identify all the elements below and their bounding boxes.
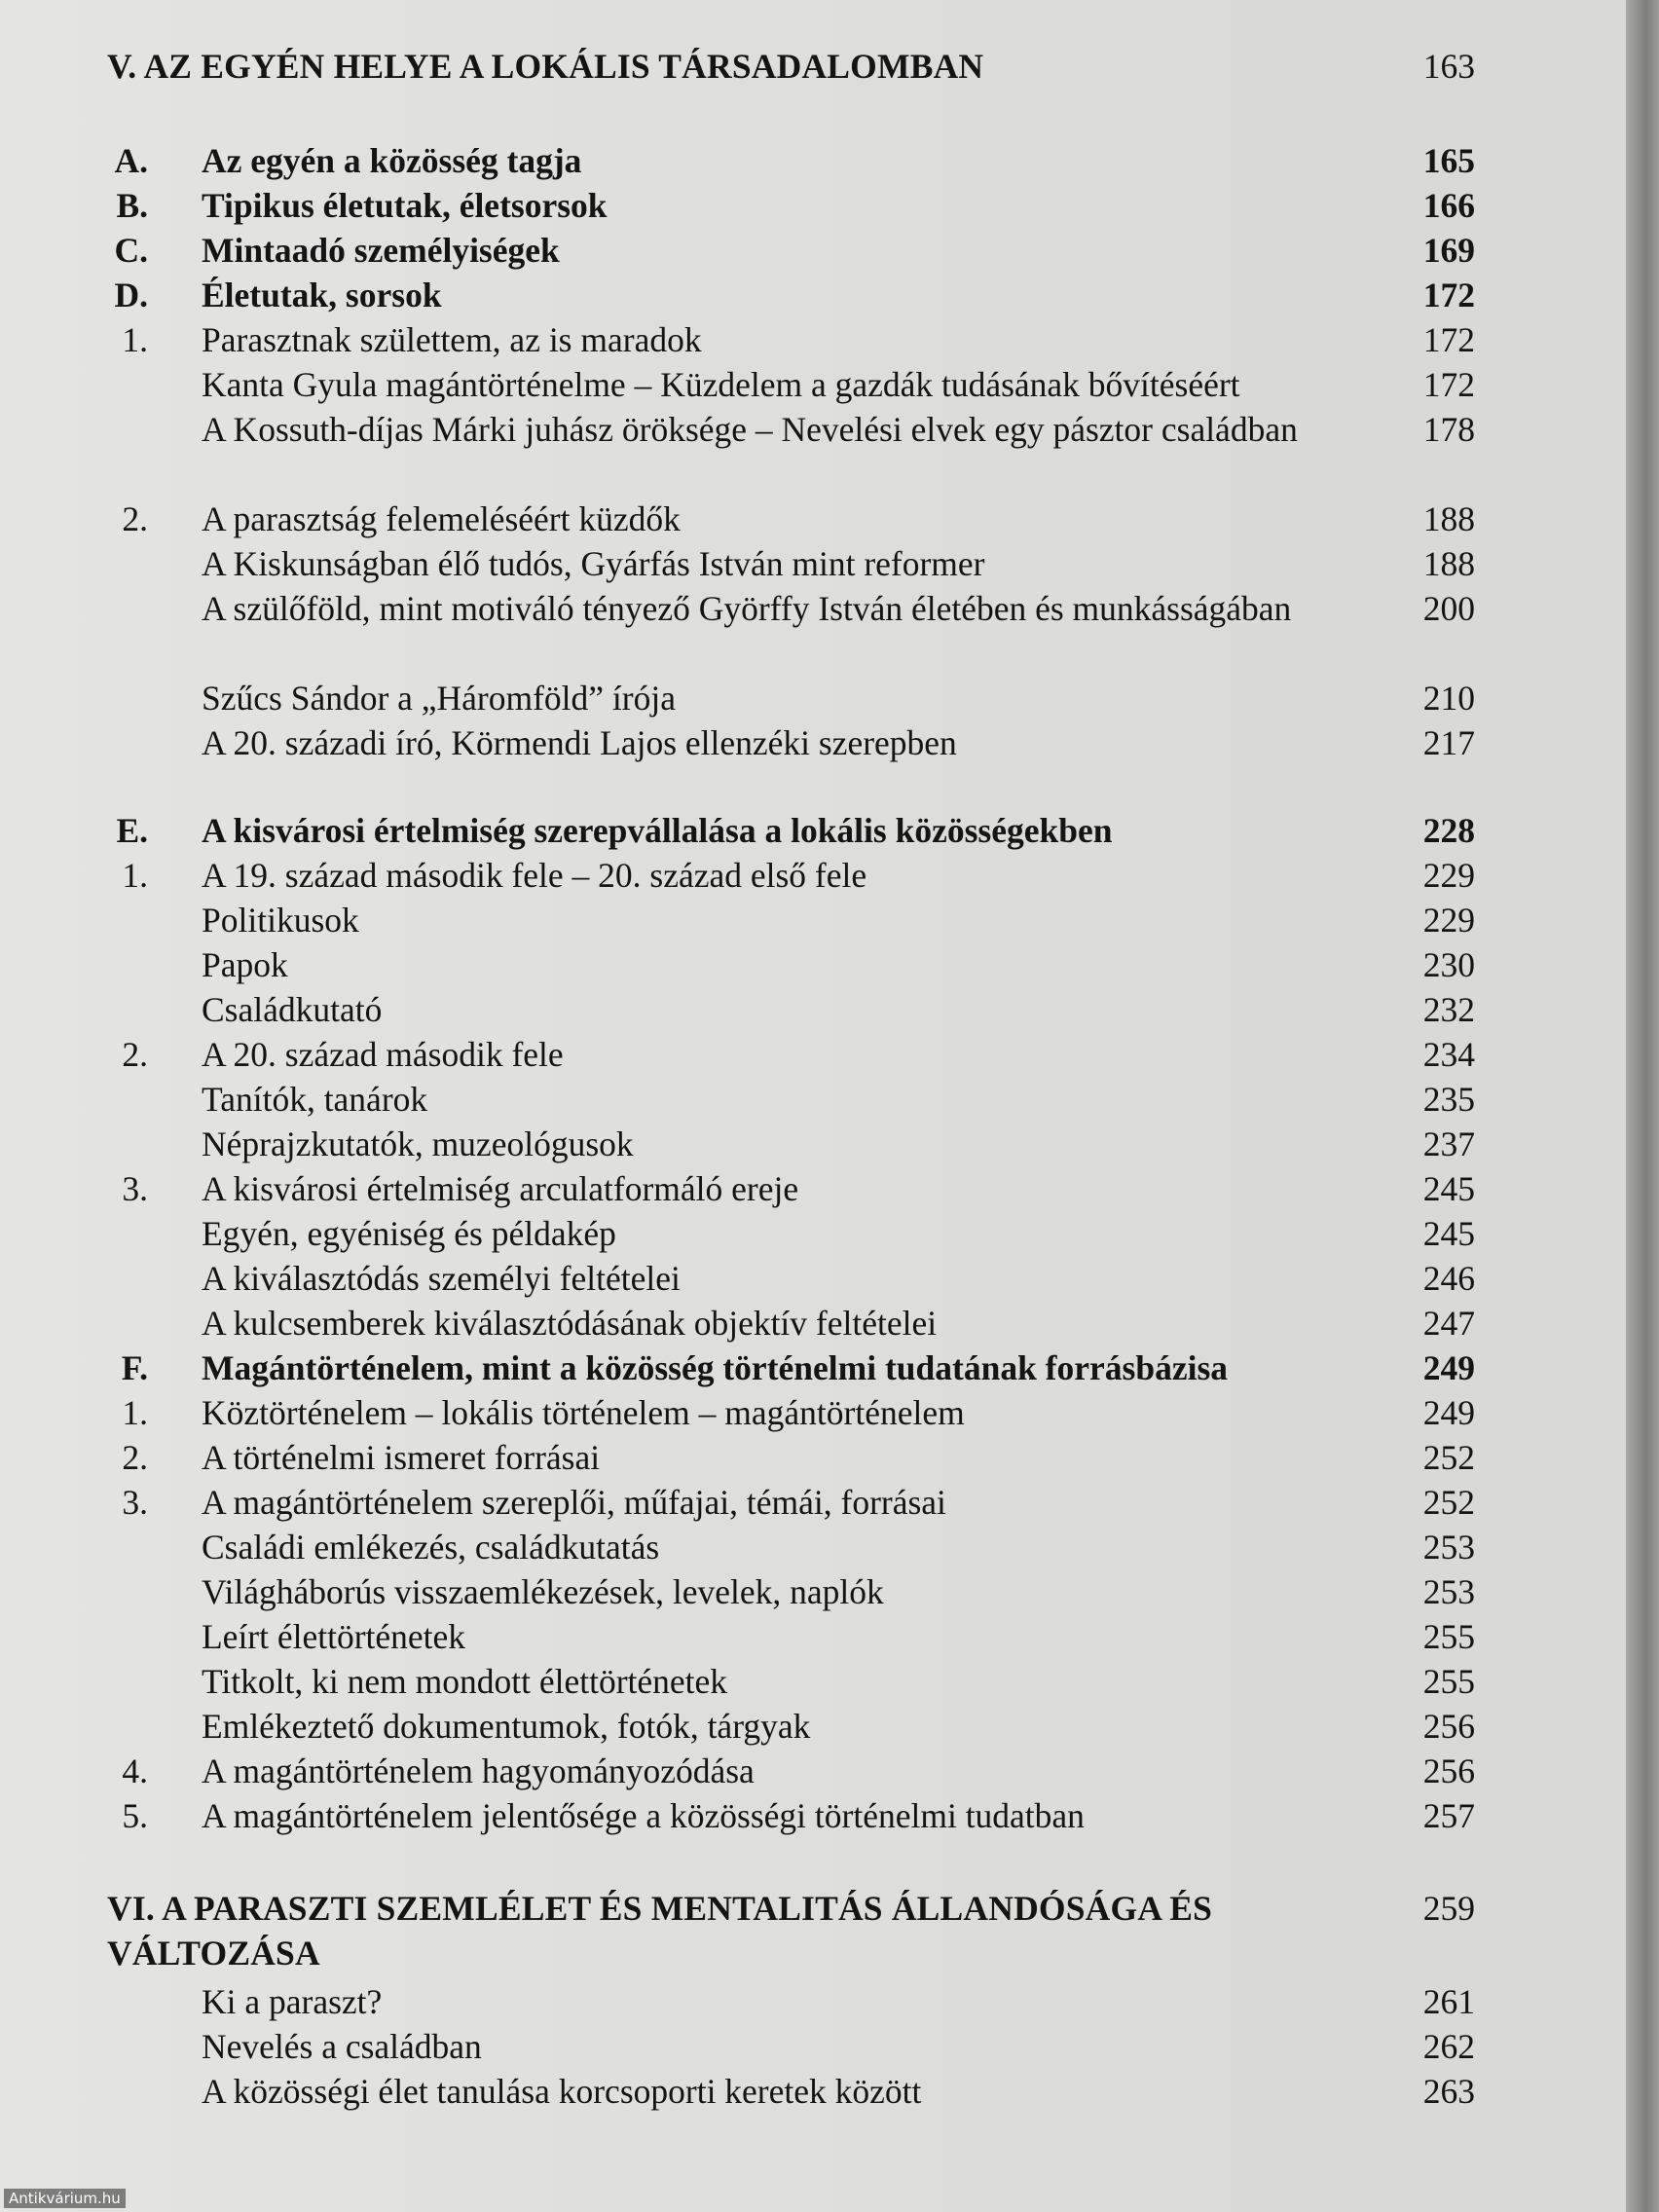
toc-entry-title: A 20. századi író, Körmendi Lajos ellenzéki szerepben (202, 723, 957, 762)
toc-entry-title: A 20. század második fele (202, 1035, 564, 1074)
toc-entry (107, 1704, 1475, 1749)
toc-entry-title: Családkutató (202, 990, 383, 1029)
toc-entry (107, 1435, 1475, 1480)
toc-entry-title: A magántörténelem szereplői, műfajai, témái, forrásai (202, 1483, 946, 1522)
toc-entry-title: A kisvárosi értelmiség szerepvállalása a lokális közösségekben (202, 811, 1113, 850)
toc-entry (107, 138, 1475, 183)
watermark: Antikvárium.hu (4, 2189, 126, 2208)
toc-entry-title: A magántörténelem hagyományozódása (202, 1751, 755, 1790)
toc-entry-page-number: 245 (1422, 1214, 1475, 1253)
toc-entry (107, 898, 1475, 942)
toc-entry-page-number: 252 (1422, 1438, 1475, 1477)
toc-entry-page-number: 228 (1422, 811, 1475, 850)
toc-entry-marker: 2. (122, 1035, 148, 1074)
toc-entry-page-number: 253 (1422, 1572, 1475, 1611)
toc-entry (107, 273, 1475, 317)
toc-entry (107, 1979, 1475, 2024)
toc-entry (107, 1211, 1475, 1256)
toc-entry (107, 1256, 1475, 1301)
toc-entry-page-number: 259 (1422, 1889, 1475, 1928)
toc-entry-page-number: 255 (1422, 1662, 1475, 1701)
toc-entry-title: Magántörténelem, mint a közösség történelmi tudatának forrásbázisa (202, 1348, 1229, 1387)
toc-entry-title: Leírt élettörténetek (202, 1617, 466, 1656)
toc-entry-page-number: 256 (1422, 1707, 1475, 1746)
toc-entry-page-number: 210 (1422, 679, 1475, 718)
toc-entry-page-number: 249 (1422, 1348, 1475, 1387)
toc-entry-title: Ki a paraszt? (202, 1982, 383, 2021)
toc-entry-title: Kanta Gyula magántörténelme – Küzdelem a gazdák tudásának bővítéséért (202, 365, 1240, 404)
toc-entry-page-number: 165 (1422, 141, 1475, 180)
toc-entry-marker: C. (114, 231, 148, 270)
toc-entry-title: A magántörténelem jelentősége a közösségi történelmi tudatban (202, 1796, 1085, 1835)
toc-entry (107, 183, 1475, 228)
toc-entry-page-number: 235 (1422, 1080, 1475, 1119)
toc-entry (107, 1346, 1475, 1390)
toc-entry-marker: D. (114, 276, 148, 314)
toc-entry-title: Mintaadó személyiségek (202, 231, 560, 270)
toc-entry (107, 2069, 1475, 2114)
chapter-title: A PARASZTI SZEMLÉLET ÉS MENTALITÁS ÁLLANDÓSÁGA ÉS VÁLTOZÁSA (107, 1889, 1213, 1972)
toc-entry-title: Politikusok (202, 901, 359, 940)
toc-entry (107, 853, 1475, 898)
toc-entry-marker: 5. (122, 1796, 148, 1835)
toc-entry-title: A kulcsemberek kiválasztódásának objektív feltételei (202, 1304, 938, 1343)
toc-entry-page-number: 172 (1422, 276, 1475, 314)
toc-entry (107, 317, 1475, 362)
toc-entry (107, 362, 1475, 407)
toc-entry (107, 1077, 1475, 1122)
toc-entry-title: A szülőföld, mint motiváló tényező Györffy István életében és munkásságában (202, 589, 1292, 628)
toc-entry-page-number: 252 (1422, 1483, 1475, 1522)
toc-entry-title: Családi emlékezés, családkutatás (202, 1528, 660, 1567)
toc-entry-page-number: 245 (1422, 1169, 1475, 1208)
toc-entry (107, 1480, 1475, 1525)
toc-entry-title: A 19. század második fele – 20. század első fele (202, 856, 867, 895)
toc-entry-page-number: 172 (1422, 320, 1475, 359)
toc-entry (107, 1122, 1475, 1166)
toc-entry-page-number: 188 (1422, 499, 1475, 538)
toc-entry (107, 1166, 1475, 1211)
toc-entry-page-number: 253 (1422, 1528, 1475, 1567)
toc-entry-marker: B. (116, 186, 148, 225)
toc-entry-page-number: 249 (1422, 1393, 1475, 1432)
toc-entry (107, 1886, 1475, 1975)
toc-entry-title: Emlékeztető dokumentumok, fotók, tárgyak (202, 1707, 811, 1746)
toc-entry-title: A közösségi élet tanulása korcsoporti keretek között (202, 2072, 922, 2111)
toc-entry-marker: F. (121, 1348, 148, 1387)
toc-entry-title: A Kossuth-díjas Márki juhász öröksége – Nevelési elvek egy pásztor családban (202, 410, 1298, 449)
toc-entry (107, 541, 1475, 586)
toc-entry (107, 1659, 1475, 1704)
toc-entry-title: A Kiskunságban élő tudós, Gyárfás István mint reformer (202, 544, 985, 583)
toc-entry-page-number: 200 (1422, 589, 1475, 628)
toc-entry-title: Néprajzkutatók, muzeológusok (202, 1124, 634, 1163)
toc-entry (107, 1614, 1475, 1659)
toc-entry-title: Életutak, sorsok (202, 276, 442, 314)
toc-entry (107, 1569, 1475, 1614)
toc-entry (107, 808, 1475, 853)
toc-entry-marker: E. (116, 811, 148, 850)
toc-entry-title: Tipikus életutak, életsorsok (202, 186, 608, 225)
toc-entry-page-number: 262 (1422, 2027, 1475, 2066)
toc-entry-marker: 4. (122, 1751, 148, 1790)
toc-entry-page-number: 246 (1422, 1259, 1475, 1298)
toc-entry-title (107, 44, 983, 89)
toc-entry-page-number: 255 (1422, 1617, 1475, 1656)
spacer (155, 1889, 162, 1928)
toc-entry (107, 1032, 1475, 1077)
toc-entry-page-number: 256 (1422, 1751, 1475, 1790)
toc-entry (107, 1793, 1475, 1838)
toc-entry-page-number: 188 (1422, 544, 1475, 583)
toc-entry-marker: A. (114, 141, 148, 180)
toc-entry-marker: 3. (122, 1483, 148, 1522)
toc-entry (107, 1390, 1475, 1435)
toc-entry-title: Köztörténelem – lokális történelem – magántörténelem (202, 1393, 965, 1432)
toc-entry-marker: 2. (122, 1438, 148, 1477)
toc-entry-page-number: 263 (1422, 2072, 1475, 2111)
toc-entry-title: Papok (202, 945, 288, 984)
toc-entry-page-number: 166 (1422, 186, 1475, 225)
chapter-number: V. (107, 47, 137, 86)
chapter-title: AZ EGYÉN HELYE A LOKÁLIS TÁRSADALOMBAN (143, 47, 984, 86)
toc-entry-title: Egyén, egyéniség és példakép (202, 1214, 616, 1253)
toc-entry (107, 497, 1475, 541)
toc-entry-title: Az egyén a közösség tagja (202, 141, 582, 180)
toc-entry-page-number: 234 (1422, 1035, 1475, 1074)
toc-entry-title: Világháborús visszaemlékezések, levelek, naplók (202, 1572, 884, 1611)
toc-entry (107, 2024, 1475, 2069)
toc-entry-page-number: 163 (1422, 47, 1475, 86)
toc-entry-title: A kiválasztódás személyi feltételei (202, 1259, 681, 1298)
toc-entry-title: A parasztság felemeléséért küzdők (202, 499, 681, 538)
toc-entry (107, 228, 1475, 273)
toc-entry-title: Szűcs Sándor a „Háromföld” írója (202, 679, 676, 718)
toc-entry-page-number: 229 (1422, 856, 1475, 895)
toc-entry-page-number: 247 (1422, 1304, 1475, 1343)
toc-entry-title: A kisvárosi értelmiség arculatformáló ereje (202, 1169, 799, 1208)
toc-entry (107, 1749, 1475, 1793)
toc-entry-page-number: 217 (1422, 723, 1475, 762)
toc-entry (107, 676, 1475, 720)
toc-entry-title: Tanítók, tanárok (202, 1080, 428, 1119)
toc-entry (107, 987, 1475, 1032)
toc-entry-title (107, 1886, 1305, 1975)
book-spine (1626, 0, 1659, 2212)
toc-entry-marker: 1. (122, 320, 148, 359)
chapter-number: VI. (107, 1889, 155, 1928)
toc-entry (107, 407, 1475, 452)
toc-entry-marker: 3. (122, 1169, 148, 1208)
toc-entry-page-number: 232 (1422, 990, 1475, 1029)
toc-entry-marker: 1. (122, 1393, 148, 1432)
toc-entry (107, 586, 1475, 631)
toc-entry (107, 720, 1475, 765)
toc-entry-title: Titkolt, ki nem mondott élettörténetek (202, 1662, 728, 1701)
toc-entry-title: Parasztnak születtem, az is maradok (202, 320, 702, 359)
toc-entry-page-number: 230 (1422, 945, 1475, 984)
toc-entry-marker: 2. (122, 499, 148, 538)
toc-entry (107, 1301, 1475, 1346)
toc-entry-page-number: 172 (1422, 365, 1475, 404)
toc-entry-page-number: 257 (1422, 1796, 1475, 1835)
toc-entry-page-number: 229 (1422, 901, 1475, 940)
toc-entry-title: Nevelés a családban (202, 2027, 482, 2066)
toc-entry-title: A történelmi ismeret forrásai (202, 1438, 601, 1477)
toc-entry (107, 44, 1475, 89)
toc-entry-page-number: 178 (1422, 410, 1475, 449)
toc-entry-page-number: 169 (1422, 231, 1475, 270)
toc-entry-marker: 1. (122, 856, 148, 895)
toc-entry-page-number: 237 (1422, 1124, 1475, 1163)
toc-entry-page-number: 261 (1422, 1982, 1475, 2021)
toc-entry (107, 942, 1475, 987)
toc-entry (107, 1525, 1475, 1569)
